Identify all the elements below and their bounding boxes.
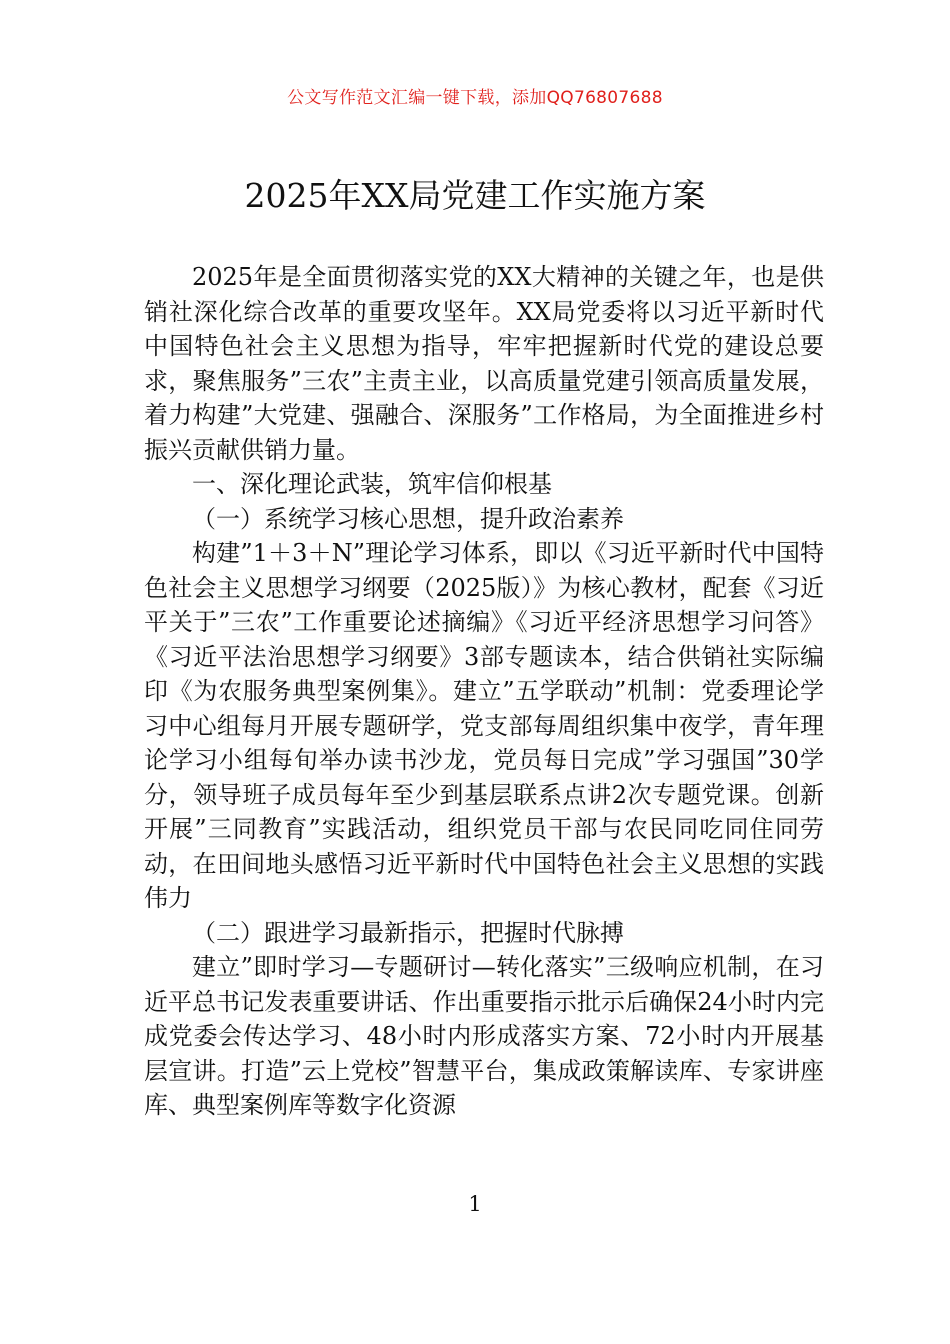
download-notice: 公文写作范文汇编一键下载，添加QQ76807688 [287,88,663,108]
body-paragraph-1: 构建”1＋3＋N”理论学习体系，即以《习近平新时代中国特色社会主义思想学习纲要（2025版）》为核心教材，配套《习近平关于”三农”工作重要论述摘编》《习近平经济思想学习问答》《习近平法治思想学习纲要》3部专题读本，结合供销社实际编印《为农服务典型案例集》。建立”五学联动”机制：党委理论学习中心组每月开展专题研学，党支部每周组织集中夜学，青年理论学习小组每旬举办读书沙龙，党员每日完成”学习强国”30学分，领导班子成员每年至少到基层联系点讲2次专题党课。创新开展”三同教育”实践活动，组织党员干部与农民同吃同住同劳动，在田间地头感悟习近平新时代中国特色社会主义思想的实践伟力 [144,539,824,912]
intro-paragraph: 2025年是全面贯彻落实党的XX大精神的关键之年，也是供销社深化综合改革的重要攻坚年。XX局党委将以习近平新时代中国特色社会主义思想为指导，牢牢把握新时代党的建设总要求，聚焦服务”三农”主责主业，以高质量党建引领高质量发展，着力构建”大党建、强融合、深服务”工作格局，为全面推进乡村振兴贡献供销力量。 [144,263,824,464]
body-paragraph-2: 建立”即时学习—专题研讨—转化落实”三级响应机制，在习近平总书记发表重要讲话、作出重要指示批示后确保24小时内完成党委会传达学习、48小时内形成落实方案、72小时内开展基层宣讲。打造”云上党校”智慧平台，集成政策解读库、专家讲座库、典型案例库等数字化资源 [144,953,824,1119]
document-title: 2025年XX局党建工作实施方案 [244,176,706,215]
section-heading-1: 一、深化理论武装，筑牢信仰根基 [192,470,552,498]
document-body [144,260,824,1123]
subsection-heading-1: （一）系统学习核心思想，提升政治素养 [192,504,624,533]
page-number: 1 [468,1192,482,1216]
subsection-heading-2: （二）跟进学习最新指示，把握时代脉搏 [192,918,624,947]
